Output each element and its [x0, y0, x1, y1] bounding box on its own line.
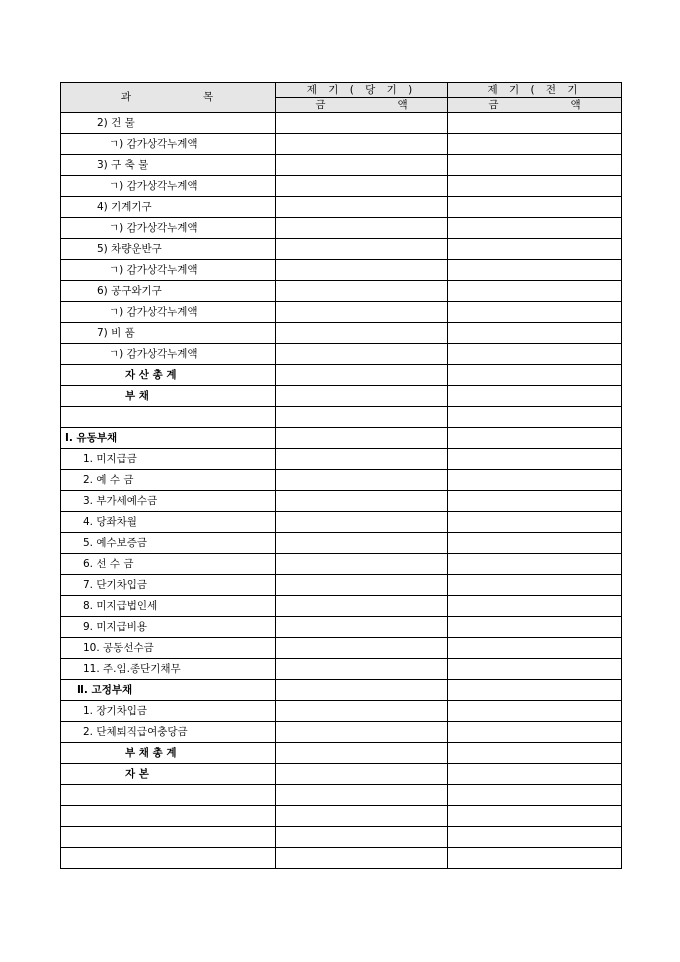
previous-amount-cell	[448, 554, 622, 575]
previous-amount-right: 액	[570, 98, 581, 111]
table-row	[61, 281, 622, 302]
account-label: 6) 공구와기구	[61, 281, 276, 302]
account-label	[61, 827, 276, 848]
account-label: 2. 예 수 금	[61, 470, 276, 491]
current-amount-cell	[276, 365, 448, 386]
current-amount-cell	[276, 638, 448, 659]
table-row	[61, 575, 622, 596]
current-amount-cell	[276, 470, 448, 491]
previous-amount-cell	[448, 596, 622, 617]
current-amount-right: 액	[397, 98, 408, 111]
current-amount-cell	[276, 197, 448, 218]
current-amount-cell	[276, 743, 448, 764]
current-amount-cell	[276, 596, 448, 617]
account-label: 6. 선 수 금	[61, 554, 276, 575]
current-amount-cell	[276, 218, 448, 239]
previous-amount-cell	[448, 260, 622, 281]
table-row	[61, 848, 622, 869]
account-label: 4) 기계기구	[61, 197, 276, 218]
previous-amount-cell	[448, 722, 622, 743]
previous-amount-cell	[448, 680, 622, 701]
table-row	[61, 806, 622, 827]
previous-amount-cell	[448, 743, 622, 764]
current-amount-cell	[276, 302, 448, 323]
table-header	[61, 83, 622, 113]
account-label: ㄱ) 감가상각누계액	[61, 302, 276, 323]
account-label: 7) 비 품	[61, 323, 276, 344]
previous-amount-cell	[448, 155, 622, 176]
table-row	[61, 428, 622, 449]
account-label: 3. 부가세예수금	[61, 491, 276, 512]
table-row	[61, 617, 622, 638]
previous-amount-cell	[448, 701, 622, 722]
account-label: 9. 미지급비용	[61, 617, 276, 638]
account-label: 1. 미지급금	[61, 449, 276, 470]
account-label: 4. 당좌차월	[61, 512, 276, 533]
current-amount-header	[276, 98, 448, 113]
account-label: ㄱ) 감가상각누계액	[61, 134, 276, 155]
previous-amount-cell	[448, 197, 622, 218]
current-amount-cell	[276, 386, 448, 407]
table-row	[61, 155, 622, 176]
table-row	[61, 134, 622, 155]
previous-amount-cell	[448, 659, 622, 680]
current-amount-cell	[276, 785, 448, 806]
previous-amount-cell	[448, 281, 622, 302]
current-amount-cell	[276, 554, 448, 575]
previous-amount-cell	[448, 827, 622, 848]
table-row	[61, 680, 622, 701]
table-row	[61, 176, 622, 197]
table-row	[61, 764, 622, 785]
current-amount-cell	[276, 491, 448, 512]
table-row	[61, 407, 622, 428]
table-row	[61, 239, 622, 260]
account-label	[61, 848, 276, 869]
table-row	[61, 302, 622, 323]
current-amount-cell	[276, 659, 448, 680]
current-amount-cell	[276, 428, 448, 449]
current-amount-cell	[276, 134, 448, 155]
table-row	[61, 701, 622, 722]
current-amount-cell	[276, 806, 448, 827]
previous-amount-header	[448, 98, 622, 113]
table-row	[61, 491, 622, 512]
previous-amount-cell	[448, 449, 622, 470]
account-label: 11. 주.임.종단기채무	[61, 659, 276, 680]
table-row	[61, 323, 622, 344]
account-label: 자 본	[61, 764, 276, 785]
table-row	[61, 827, 622, 848]
current-amount-left: 금	[315, 98, 326, 111]
previous-amount-cell	[448, 764, 622, 785]
account-label: 1. 장기차입금	[61, 701, 276, 722]
table-row	[61, 722, 622, 743]
account-label	[61, 785, 276, 806]
previous-amount-cell	[448, 491, 622, 512]
account-label: 부 채 총 계	[61, 743, 276, 764]
table-row	[61, 638, 622, 659]
current-amount-cell	[276, 176, 448, 197]
table-row	[61, 386, 622, 407]
current-amount-cell	[276, 680, 448, 701]
previous-amount-cell	[448, 323, 622, 344]
account-label: ㄱ) 감가상각누계액	[61, 260, 276, 281]
current-amount-cell	[276, 344, 448, 365]
current-amount-cell	[276, 701, 448, 722]
current-amount-cell	[276, 512, 448, 533]
account-label: 7. 단기차입금	[61, 575, 276, 596]
account-label: 10. 공동선수금	[61, 638, 276, 659]
account-label	[61, 407, 276, 428]
subject-header	[61, 83, 276, 113]
previous-amount-cell	[448, 407, 622, 428]
previous-amount-cell	[448, 218, 622, 239]
previous-amount-cell	[448, 113, 622, 134]
table-row	[61, 197, 622, 218]
account-label: 5) 차량운반구	[61, 239, 276, 260]
current-amount-cell	[276, 764, 448, 785]
account-label: Ⅱ. 고정부채	[61, 680, 276, 701]
previous-amount-cell	[448, 344, 622, 365]
account-label: 8. 미지급법인세	[61, 596, 276, 617]
previous-amount-cell	[448, 638, 622, 659]
table-row	[61, 218, 622, 239]
account-label: 3) 구 축 물	[61, 155, 276, 176]
table-row	[61, 596, 622, 617]
account-label: 2. 단체퇴직급여충당금	[61, 722, 276, 743]
account-label: 2) 건 물	[61, 113, 276, 134]
previous-amount-cell	[448, 533, 622, 554]
table-row	[61, 449, 622, 470]
current-amount-cell	[276, 449, 448, 470]
current-amount-cell	[276, 281, 448, 302]
account-label: Ⅰ. 유동부채	[61, 428, 276, 449]
balance-sheet-table	[60, 82, 622, 869]
account-label: 부 채	[61, 386, 276, 407]
current-period-header: 제 기 ( 당 기 )	[276, 83, 448, 98]
subject-header-left: 과	[120, 91, 133, 103]
previous-amount-cell	[448, 470, 622, 491]
table-body	[61, 113, 622, 869]
previous-period-header: 제 기 ( 전 기	[448, 83, 622, 98]
account-label: ㄱ) 감가상각누계액	[61, 344, 276, 365]
account-label: 자 산 총 계	[61, 365, 276, 386]
table-row	[61, 260, 622, 281]
account-label: ㄱ) 감가상각누계액	[61, 176, 276, 197]
current-amount-cell	[276, 155, 448, 176]
table-row	[61, 512, 622, 533]
current-amount-cell	[276, 827, 448, 848]
account-label: ㄱ) 감가상각누계액	[61, 218, 276, 239]
previous-amount-cell	[448, 806, 622, 827]
previous-amount-cell	[448, 428, 622, 449]
previous-amount-cell	[448, 785, 622, 806]
current-amount-cell	[276, 722, 448, 743]
table-row	[61, 743, 622, 764]
table-row	[61, 344, 622, 365]
table-row	[61, 554, 622, 575]
current-amount-cell	[276, 848, 448, 869]
subject-header-right: 목	[203, 91, 216, 103]
account-label: 5. 예수보증금	[61, 533, 276, 554]
current-amount-cell	[276, 575, 448, 596]
current-amount-cell	[276, 239, 448, 260]
previous-amount-cell	[448, 302, 622, 323]
previous-amount-cell	[448, 365, 622, 386]
previous-amount-cell	[448, 386, 622, 407]
account-label	[61, 806, 276, 827]
current-amount-cell	[276, 617, 448, 638]
table-row	[61, 659, 622, 680]
previous-amount-cell	[448, 617, 622, 638]
current-amount-cell	[276, 113, 448, 134]
current-amount-cell	[276, 407, 448, 428]
previous-amount-left: 금	[488, 98, 499, 111]
previous-amount-cell	[448, 848, 622, 869]
current-amount-cell	[276, 260, 448, 281]
previous-amount-cell	[448, 575, 622, 596]
table-row	[61, 365, 622, 386]
table-row	[61, 113, 622, 134]
current-amount-cell	[276, 533, 448, 554]
previous-amount-cell	[448, 512, 622, 533]
previous-amount-cell	[448, 134, 622, 155]
previous-amount-cell	[448, 239, 622, 260]
table-row	[61, 785, 622, 806]
table-row	[61, 470, 622, 491]
current-amount-cell	[276, 323, 448, 344]
previous-amount-cell	[448, 176, 622, 197]
table-row	[61, 533, 622, 554]
